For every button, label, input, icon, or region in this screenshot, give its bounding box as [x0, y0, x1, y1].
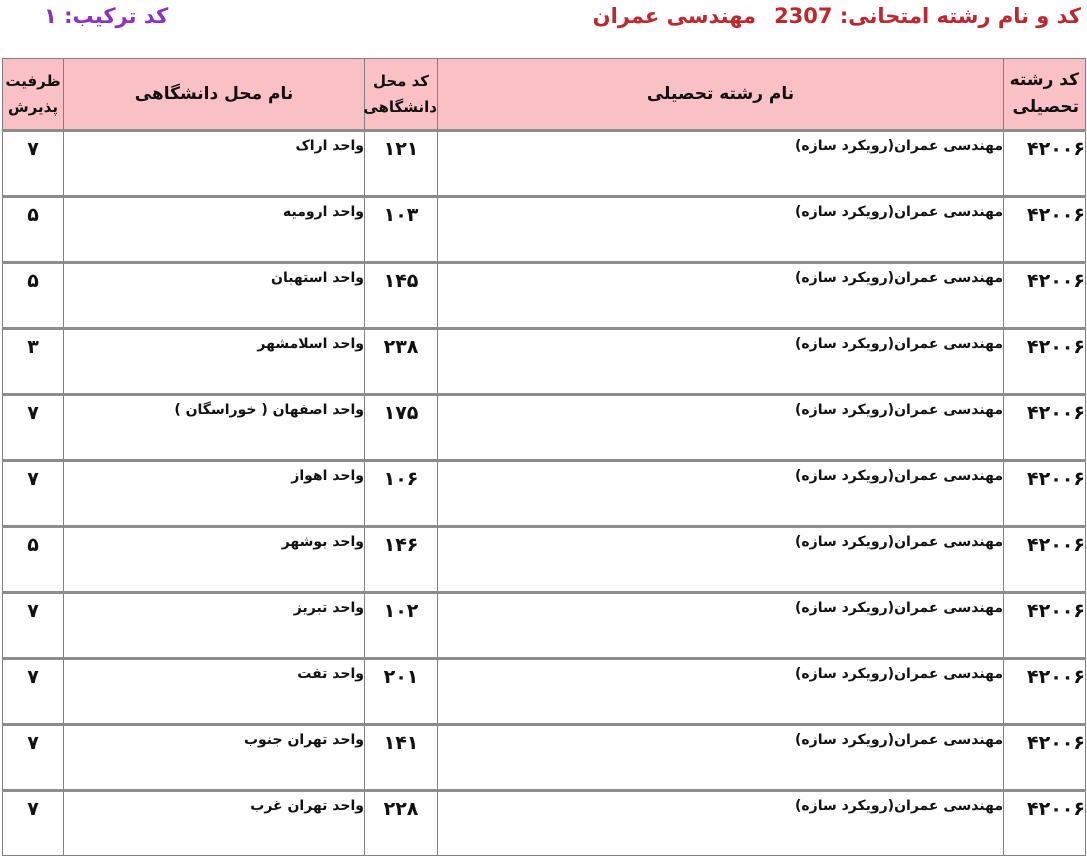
uni-code-cell: ۱۴۶ — [365, 527, 438, 593]
major-name-cell: مهندسی عمران(رویکرد سازه) — [438, 131, 1004, 197]
major-code-cell: ۴۲۰۰۶ — [1004, 725, 1086, 791]
capacity-cell: ۵ — [3, 197, 64, 263]
major-name-cell: مهندسی عمران(رویکرد سازه) — [438, 329, 1004, 395]
major-name-cell: مهندسی عمران(رویکرد سازه) — [438, 791, 1004, 856]
uni-name-cell: واحد اسلامشهر — [64, 329, 365, 395]
capacity-cell: ۷ — [3, 725, 64, 791]
table-row — [3, 329, 1086, 395]
major-code-cell: ۴۲۰۰۶ — [1004, 131, 1086, 197]
major-code-cell: ۴۲۰۰۶ — [1004, 395, 1086, 461]
uni-code-cell: ۲۳۸ — [365, 329, 438, 395]
table-row — [3, 197, 1086, 263]
table-row — [3, 791, 1086, 856]
major-code-cell: ۴۲۰۰۶ — [1004, 263, 1086, 329]
uni-code-cell: ۱۴۱ — [365, 725, 438, 791]
table-body — [3, 131, 1086, 856]
exam-label: کد و نام رشته امتحانی: — [839, 4, 1081, 28]
majors-table — [2, 58, 1086, 856]
uni-name-cell: واحد تفت — [64, 659, 365, 725]
table-row — [3, 725, 1086, 791]
uni-code-cell: ۱۰۲ — [365, 593, 438, 659]
header-uni-code: کد محل دانشگاهی — [365, 59, 438, 131]
uni-name-cell: واحد اهواز — [64, 461, 365, 527]
table-row — [3, 395, 1086, 461]
major-name-cell: مهندسی عمران(رویکرد سازه) — [438, 659, 1004, 725]
uni-name-cell: واحد بوشهر — [64, 527, 365, 593]
uni-code-cell: ۱۷۵ — [365, 395, 438, 461]
uni-name-cell: واحد استهبان — [64, 263, 365, 329]
major-code-cell: ۴۲۰۰۶ — [1004, 329, 1086, 395]
exam-title — [593, 4, 1081, 28]
header-major-code: کد رشته تحصیلی — [1004, 59, 1086, 131]
capacity-cell: ۳ — [3, 329, 64, 395]
table-row — [3, 461, 1086, 527]
table-row — [3, 131, 1086, 197]
capacity-cell: ۷ — [3, 593, 64, 659]
major-name-cell: مهندسی عمران(رویکرد سازه) — [438, 263, 1004, 329]
combo-value: ۱ — [44, 4, 57, 28]
major-name-cell: مهندسی عمران(رویکرد سازه) — [438, 197, 1004, 263]
combo-code — [44, 4, 168, 28]
uni-name-cell: واحد تهران جنوب — [64, 725, 365, 791]
capacity-cell: ۷ — [3, 791, 64, 856]
uni-code-cell: ۱۲۱ — [365, 131, 438, 197]
capacity-cell: ۷ — [3, 131, 64, 197]
uni-code-cell: ۲۰۱ — [365, 659, 438, 725]
capacity-cell: ۷ — [3, 395, 64, 461]
table-header-row — [3, 59, 1086, 131]
uni-code-cell: ۱۰۳ — [365, 197, 438, 263]
major-name-cell: مهندسی عمران(رویکرد سازه) — [438, 395, 1004, 461]
combo-label: کد ترکیب: — [64, 4, 169, 28]
table-row — [3, 659, 1086, 725]
uni-name-cell: واحد تبریز — [64, 593, 365, 659]
uni-code-cell: ۱۰۶ — [365, 461, 438, 527]
uni-name-cell: واحد تهران غرب — [64, 791, 365, 856]
uni-name-cell: واحد ارومیه — [64, 197, 365, 263]
major-code-cell: ۴۲۰۰۶ — [1004, 791, 1086, 856]
major-name-cell: مهندسی عمران(رویکرد سازه) — [438, 527, 1004, 593]
major-code-cell: ۴۲۰۰۶ — [1004, 461, 1086, 527]
table-row — [3, 593, 1086, 659]
uni-code-cell: ۱۴۵ — [365, 263, 438, 329]
capacity-cell: ۷ — [3, 461, 64, 527]
uni-name-cell: واحد اصفهان ( خوراسگان ) — [64, 395, 365, 461]
uni-code-cell: ۲۲۸ — [365, 791, 438, 856]
major-code-cell: ۴۲۰۰۶ — [1004, 197, 1086, 263]
major-code-cell: ۴۲۰۰۶ — [1004, 593, 1086, 659]
exam-name: مهندسی عمران — [592, 4, 757, 28]
exam-code: 2307 — [774, 4, 833, 28]
uni-name-cell: واحد اراک — [64, 131, 365, 197]
major-code-cell: ۴۲۰۰۶ — [1004, 659, 1086, 725]
capacity-cell: ۵ — [3, 263, 64, 329]
major-name-cell: مهندسی عمران(رویکرد سازه) — [438, 461, 1004, 527]
header-capacity: ظرفیت پذیرش — [3, 59, 64, 131]
table-row — [3, 263, 1086, 329]
header-uni-name: نام محل دانشگاهی — [64, 59, 365, 131]
header-major-name: نام رشته تحصیلی — [438, 59, 1004, 131]
capacity-cell: ۵ — [3, 527, 64, 593]
capacity-cell: ۷ — [3, 659, 64, 725]
major-code-cell: ۴۲۰۰۶ — [1004, 527, 1086, 593]
table-row — [3, 527, 1086, 593]
major-name-cell: مهندسی عمران(رویکرد سازه) — [438, 593, 1004, 659]
major-name-cell: مهندسی عمران(رویکرد سازه) — [438, 725, 1004, 791]
